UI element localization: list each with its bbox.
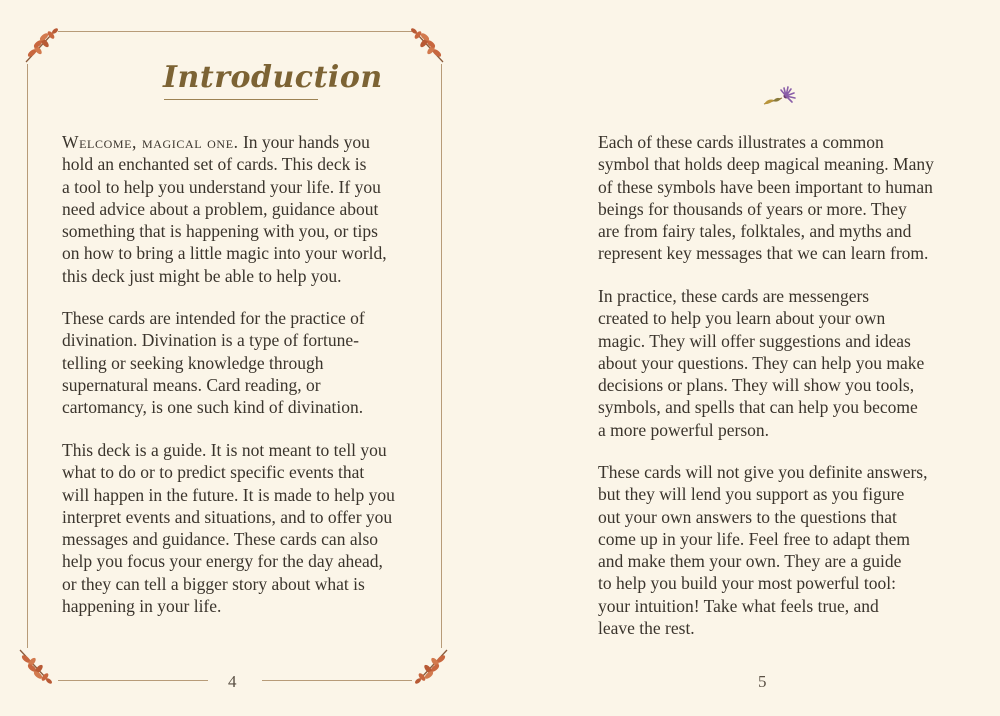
frame-bottom-line-right bbox=[262, 680, 412, 681]
intro-paragraph-3: This deck is a guide. It is not meant to tell you what to do or to predict specific events that will happen in the future. It is made to help you interpret events and situations, and to offer you messages and guidance. These cards can also help you focus your energy for the day ahead, or they can tell a bigger story about what is happening in your life. bbox=[62, 440, 395, 617]
corner-leaf-sprig-icon bbox=[16, 646, 56, 686]
page-number-left: 4 bbox=[228, 672, 237, 691]
page-number-right: 5 bbox=[758, 672, 767, 691]
intro-paragraph-2: These cards are intended for the practice of divination. Divination is a type of fortune- telling or seeking knowledge through supernatural means. Card reading, or cartomancy, is one such kind of divination. bbox=[62, 308, 365, 418]
page-title: Introduction bbox=[163, 60, 383, 95]
flower-sprig-icon bbox=[760, 86, 800, 108]
frame-top-line bbox=[58, 31, 412, 32]
intro-paragraph-1-body: In your hands you hold an enchanted set of cards. This deck is a tool to help you understand your life. If you need advice about a problem, guidance about something that is happening with you, or tips on how to bring a little magic into your world, this deck just might be able to help you. bbox=[62, 132, 387, 286]
intro-lead-in: Welcome, magical one. bbox=[62, 132, 239, 152]
right-paragraph-1: Each of these cards illustrates a common symbol that holds deep magical meaning. Many of these symbols have been important to human beings for thousands of years or more. They are from fairy tales, folktales, and myths and represent key messages that we can learn from. bbox=[598, 132, 934, 264]
frame-bottom-line-left bbox=[58, 680, 208, 681]
corner-leaf-sprig-icon bbox=[22, 26, 62, 66]
intro-paragraph-1 bbox=[62, 131, 442, 287]
frame-left-line bbox=[27, 64, 28, 648]
right-paragraph-2: In practice, these cards are messengers created to help you learn about your own magic. They will offer suggestions and ideas about your questions. They can help you make decisions or plans. They will show you tools, symbols, and spells that can help you become a more powerful person. bbox=[598, 286, 925, 440]
title-underline bbox=[164, 99, 318, 100]
right-paragraph-3: These cards will not give you definite answers, but they will lend you support as you figure out your own answers to the questions that come up in your life. Feel free to adapt them and make them your own. They are a guide to help you build your most powerful tool: your intuition! Take what feels true, and leave the rest. bbox=[598, 462, 928, 639]
corner-leaf-sprig-icon bbox=[407, 26, 447, 66]
corner-leaf-sprig-icon bbox=[411, 646, 451, 686]
